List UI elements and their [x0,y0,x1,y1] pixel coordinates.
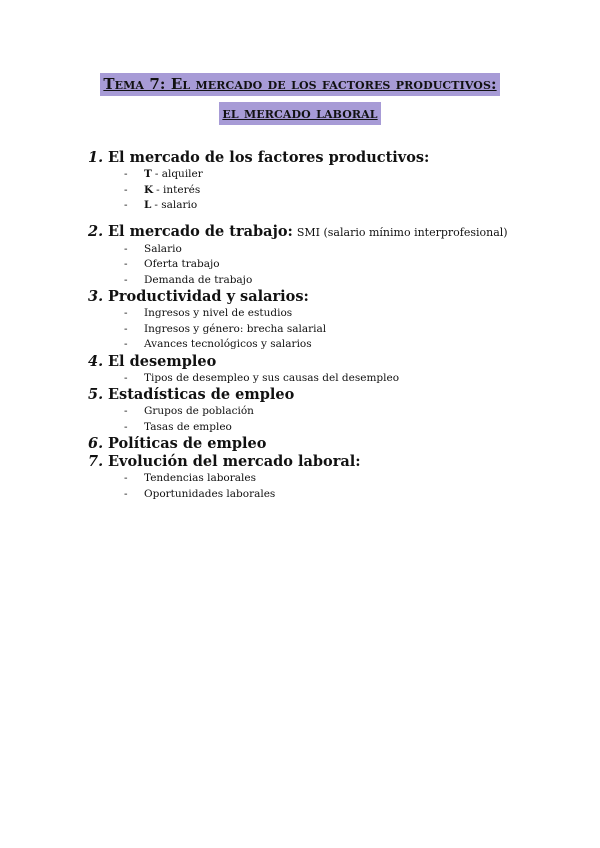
section-heading: Estadísticas de empleo [108,386,295,403]
outline [88,149,588,502]
section-heading: El mercado de trabajo: [108,222,293,240]
section-6 [88,435,588,453]
section-1 [88,149,588,214]
list-item: - Salario [124,242,182,255]
section-5 [88,386,588,435]
section-heading: Políticas de empleo [108,435,267,452]
list-item: - Grupos de población [124,405,254,417]
document-title [0,70,600,128]
list-item: - Ingresos y género: brecha salarial [124,322,327,335]
section-heading: Evolución del mercado laboral: [108,453,361,470]
section-2 [88,223,588,289]
list-item: - T - alquiler [124,168,203,180]
section-number: 6. [88,435,104,452]
list-item: - Tendencias laborales [124,472,256,484]
list-item: - L - salario [124,199,198,211]
section-heading: El mercado de los factores productivos: [108,149,430,166]
section-4 [88,353,588,387]
section-number: 4. [88,352,104,370]
list-item: - K - interés [124,183,201,196]
list-item: - Oferta trabajo [124,258,220,270]
list-item: - Demanda de trabajo [124,273,253,286]
section-number: 3. [88,288,104,305]
section-number: 7. [88,453,104,470]
section-number: 2. [88,222,104,240]
list-item: - Avances tecnológicos y salarios [124,338,312,350]
title-line-2: el mercado laboral [219,102,380,125]
section-heading: El desempleo [108,352,217,370]
title-line-1: Tema 7: El mercado de los factores productivos: [100,73,499,96]
list-item: - Oportunidades laborales [124,487,276,500]
section-7 [88,453,588,502]
section-subheading: SMI (salario mínimo interprofesional) [296,225,508,239]
section-heading: Productividad y salarios: [108,288,309,305]
section-number: 5. [88,386,104,403]
section-number: 1. [88,149,104,166]
list-item: - Tasas de empleo [124,420,232,433]
list-item: - Tipos de desempleo y sus causas del desempleo [124,371,400,384]
section-3 [88,288,588,353]
list-item: - Ingresos y nivel de estudios [124,307,293,319]
